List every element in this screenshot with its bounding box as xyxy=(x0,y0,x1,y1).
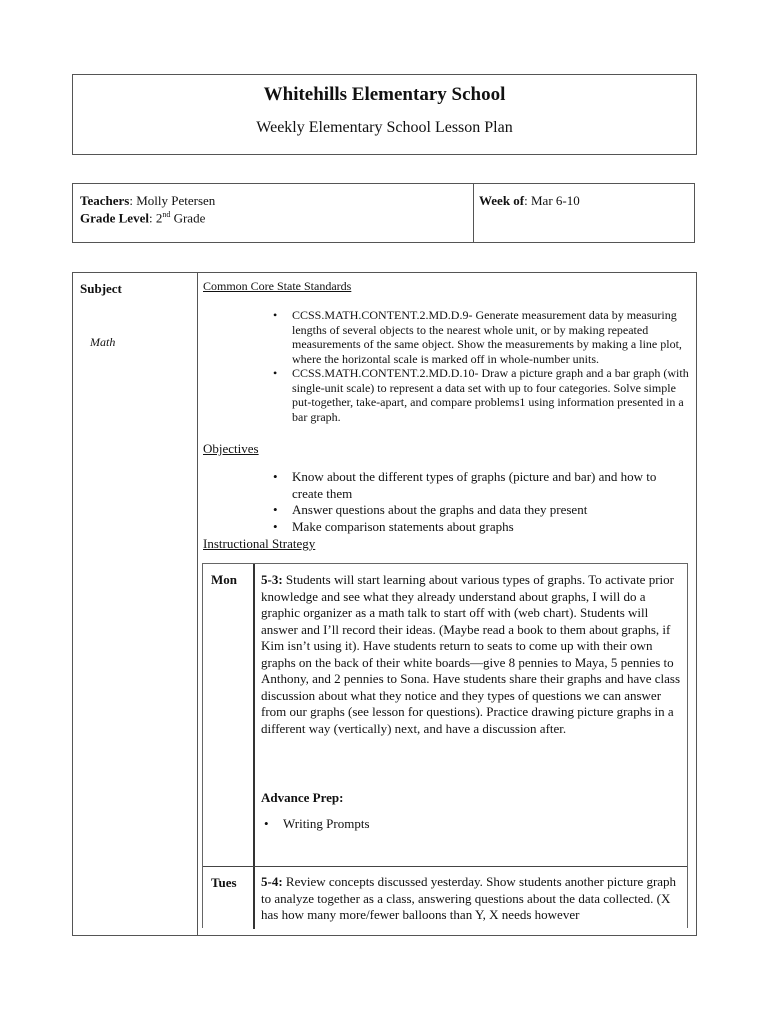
standards-list xyxy=(270,308,690,424)
week-label: Week of xyxy=(479,193,525,208)
objectives-list xyxy=(270,469,690,535)
day-date: 5-3: xyxy=(261,572,283,587)
teachers-label: Teachers xyxy=(80,193,130,208)
subject-column xyxy=(73,273,198,935)
plan-title: Weekly Elementary School Lesson Plan xyxy=(256,119,513,136)
list-item: • CCSS.MATH.CONTENT.2.MD.D.10- Draw a picture graph and a bar graph (with single-unit scale) to represent a data set with up to four categories. Solve simple put-together, take-apart, and compare problems1 using information presented in a bar graph. xyxy=(270,366,690,424)
column-divider xyxy=(253,564,255,866)
advance-prep-list xyxy=(261,816,661,832)
teachers-value: : Molly Petersen xyxy=(129,193,216,208)
grade-value-prefix: : 2 xyxy=(148,210,163,226)
day-name: Tues xyxy=(211,875,237,890)
day-description xyxy=(261,572,685,737)
grade-line xyxy=(80,210,205,226)
list-item: • Know about the different types of graphs (picture and bar) and how to create them xyxy=(270,469,690,502)
advance-prep-label: Advance Prep: xyxy=(261,790,344,805)
table-row xyxy=(203,867,687,929)
schedule-table xyxy=(202,563,688,928)
standards-heading: Common Core State Standards xyxy=(203,279,352,293)
day-date: 5-4: xyxy=(261,874,283,889)
table-row xyxy=(203,564,687,867)
subject-label: Subject xyxy=(80,281,122,296)
subject-value: Math xyxy=(90,335,116,349)
day-description xyxy=(261,874,685,924)
list-item: • Make comparison statements about graphs xyxy=(270,519,690,536)
grade-value-sup: nd xyxy=(162,210,171,219)
list-item: • Answer questions about the graphs and data they present xyxy=(270,502,690,519)
day-name: Mon xyxy=(211,572,237,587)
grade-value-suffix: Grade xyxy=(170,210,206,226)
day-text: Review concepts discussed yesterday. Show students another picture graph to analyze together as a class, answering questions about the data collected. (X has how many more/fewer balloons than Y, X needs however xyxy=(261,874,677,922)
main-box xyxy=(72,272,697,936)
header-box xyxy=(72,74,697,155)
objectives-heading: Objectives xyxy=(203,441,259,456)
info-box xyxy=(72,183,695,243)
column-divider xyxy=(253,867,255,929)
day-text: Students will start learning about various types of graphs. To activate prior knowledge and see what they already understand about graphs, I will do a graphic organizer as a math talk to start off with (web chart). Students will answer and I’ll record their ideas. (Maybe read a book to them about graphs, if Kim isn’t using it). Have students return to seats to come up with their own graphs on the back of their white boards—give 8 pennies to Maya, 5 pennies to Anthony, and 2 pennies to Sona. Have students share their graphs and have class discussion about what they notice and they types of questions we can answer from our graphs (see lesson for questions). Practice drawing picture graphs in a different way (vertically) next, and have a discussion after. xyxy=(261,572,681,736)
school-name: Whitehills Elementary School xyxy=(263,84,506,105)
info-left-cell xyxy=(73,184,474,242)
week-value: : Mar 6-10 xyxy=(524,193,580,208)
strategy-heading: Instructional Strategy xyxy=(203,536,316,551)
list-item: • Writing Prompts xyxy=(261,816,661,832)
teachers-line xyxy=(80,193,215,209)
list-item: • CCSS.MATH.CONTENT.2.MD.D.9- Generate measurement data by measuring lengths of several objects to the nearest whole unit, or by making repeated measurements of the same object. Show the measurements by making a line plot, where the horizontal scale is marked off in whole-number units. xyxy=(270,308,690,366)
week-line xyxy=(479,193,580,209)
grade-label: Grade Level xyxy=(80,210,149,226)
